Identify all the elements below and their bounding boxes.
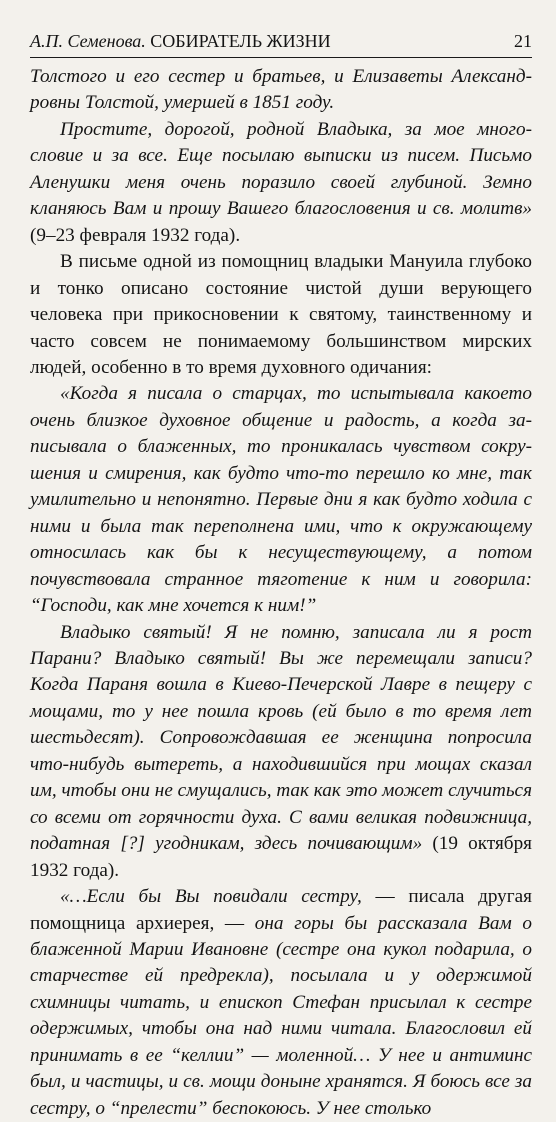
running-head — [30, 30, 532, 58]
italic-text-run: Простите, дорогой, родной Владыка, за мое многословие и за все. Еще посылаю выписки из писем. Письмо Аленушки меня очень поразило своей глубиной. Земно кланяюсь Вам и прошу Вашего благословения и св. молитв» — [30, 118, 532, 220]
roman-text-run: (9–23 февраля 1932 года). — [30, 224, 241, 246]
paragraph — [30, 884, 532, 1122]
italic-text-run: Владыко святый! Я не помню, записала ли я рост Парани? Владыко святый! Вы же перемещали записи? Когда Параня вошла в Киево-Печерской Лавре в пещеру с мощами, то у нее пошла кровь (ей было в то время лет шестьдесят). Сопровождавшая ее женщина попросила что-нибудь вытереть, а находившийся при мощах сказал им, чтобы они не смущались, так как это может случиться со всеми от горячности духа. С вами великая подвижница, податная [?] угодникам, здесь почивающим» — [30, 621, 532, 855]
italic-text-run: «Когда я писала о старцах, то испытывала какоето очень близкое духовное общение и радость, а когда записывала о блаженных, то проникалась чувством сокрушения и смирения, как будто что-то перешло ко мне, так умилительно и непонятно. Первые дни я как будто ходила с ними и была так переполнена ими, что к окружающему относилась как бы к несуществующему, а потом почувствовала странное тяготение к ним и говорила: “Господи, как мне хочется к ним!” — [30, 383, 532, 617]
italic-text-run: Толстого и его сестер и братьев, и Елизаветы Александровны Толстой, умершей в 1851 году. — [30, 66, 532, 114]
running-head-book-title: СОБИРАТЕЛЬ ЖИЗНИ — [150, 31, 331, 51]
page-number: 21 — [514, 31, 532, 51]
paragraph — [30, 620, 532, 885]
italic-text-run: «…Если бы Вы повидали сестру, — [60, 886, 362, 908]
paragraph — [30, 381, 532, 619]
paragraph — [30, 64, 532, 117]
roman-text-run: В письме одной из помощниц владыки Мануила глубоко и тонко описано состояние чистой души верующего человека при прикосновении к святому, таинственному и часто совсем не понимаемому большинством мирских людей, особенно в то время духовного одичания: — [30, 251, 532, 378]
paragraph — [30, 117, 532, 249]
roman-text-run: — писала другая помощница архиерея, — — [30, 886, 532, 934]
running-head-title — [30, 30, 331, 52]
body-text — [30, 64, 532, 1122]
italic-text-run: она горы бы рассказала Вам о блаженной Марии Ивановне (сестре она кукол подарила, о старчестве ей предрекла), посылала и у одержимой схимницы читать, и епископ Стефан присылал к сестре одержимых, чтобы она над ними читала. Благословил ей принимать в ее “келлии” — моленной… У нее и антиминс был, и частицы, и св. мощи доныне хранятся. Я боюсь все за сестру, о “прелести” беспокоюсь. У нее столько — [30, 912, 532, 1119]
paragraph — [30, 249, 532, 381]
roman-text-run: (19 октября 1932 года). — [30, 833, 532, 881]
running-head-author: А.П. Семенова. — [30, 31, 146, 51]
